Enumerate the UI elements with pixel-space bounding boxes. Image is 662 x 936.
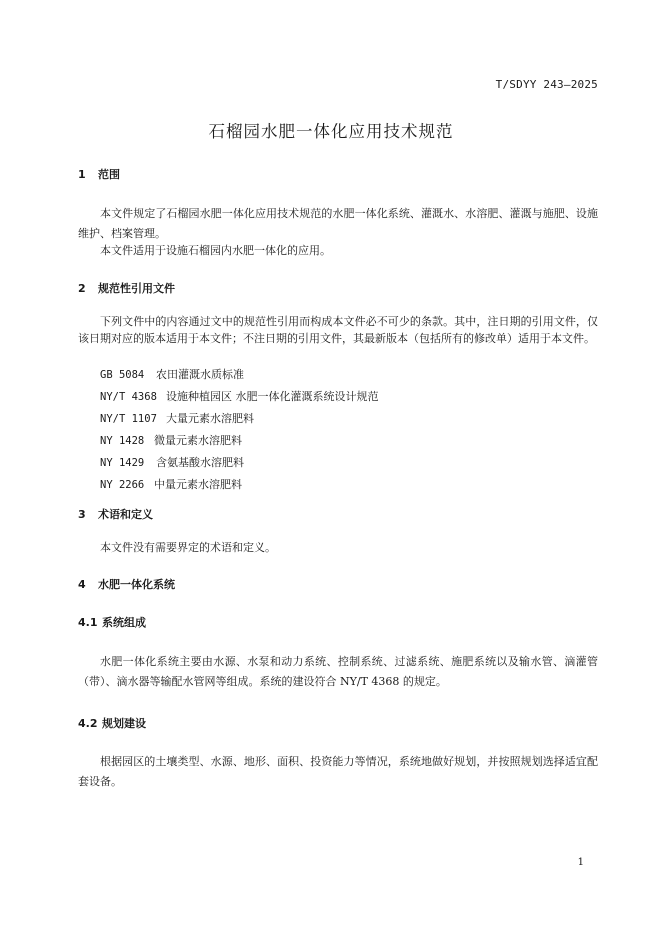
section-number: 4 xyxy=(78,578,86,591)
section-1-heading xyxy=(78,166,120,182)
reference-code: NY 1428 xyxy=(100,435,145,447)
page-number: 1 xyxy=(577,857,584,868)
reference-item xyxy=(100,388,379,404)
document-title: 石榴园水肥一体化应用技术规范 xyxy=(208,122,454,141)
section-4-1-para: 水肥一体化系统主要由水源、水泵和动力系统、控制系统、过滤系统、施肥系统以及输水管、滴灌管（带）、滴水器等输配水管网等组成。系统的建设符合 NY/T 4368 的规定。 xyxy=(78,655,598,688)
reference-code: NY 2266 xyxy=(100,479,145,491)
section-3-heading xyxy=(78,506,153,522)
section-number: 4.1 xyxy=(78,616,98,629)
section-4-2-para: 根据园区的土壤类型、水源、地形、面积、投资能力等情况，系统地做好规划，并按照规划选择适宜配套设备。 xyxy=(78,755,598,788)
section-title: 规划建设 xyxy=(102,717,146,730)
section-3-para: 本文件没有需要界定的术语和定义。 xyxy=(100,541,276,554)
reference-item xyxy=(100,476,242,492)
standard-code: T/SDYY 243—2025 xyxy=(495,78,598,91)
reference-item xyxy=(100,410,254,426)
section-title: 范围 xyxy=(98,168,120,181)
section-4-heading xyxy=(78,576,175,592)
section-1-para-1: 本文件规定了石榴园水肥一体化应用技术规范的水肥一体化系统、灌溉水、水溶肥、灌溉与施肥、设施维护、档案管理。 xyxy=(78,207,598,240)
reference-item xyxy=(100,454,244,470)
reference-code: GB 5084 xyxy=(100,369,145,381)
reference-name: 微量元素水溶肥料 xyxy=(154,434,242,447)
reference-name: 大量元素水溶肥料 xyxy=(166,412,254,425)
section-title: 系统组成 xyxy=(102,616,146,629)
reference-code: NY/T 1107 xyxy=(100,413,157,425)
reference-name: 中量元素水溶肥料 xyxy=(154,478,242,491)
section-number: 4.2 xyxy=(78,717,98,730)
reference-code: NY/T 4368 xyxy=(100,391,157,403)
reference-item xyxy=(100,432,242,448)
section-title: 水肥一体化系统 xyxy=(98,578,175,591)
section-4-1-heading xyxy=(78,614,146,630)
section-title: 术语和定义 xyxy=(98,508,153,521)
reference-item xyxy=(100,366,244,382)
section-2-heading xyxy=(78,280,175,296)
section-1-para-2: 本文件适用于设施石榴园内水肥一体化的应用。 xyxy=(100,244,331,257)
reference-name: 农田灌溉水质标准 xyxy=(156,368,244,381)
section-number: 2 xyxy=(78,282,86,295)
section-number: 1 xyxy=(78,168,86,181)
reference-name: 含氨基酸水溶肥料 xyxy=(156,456,244,469)
section-number: 3 xyxy=(78,508,86,521)
reference-code: NY 1429 xyxy=(100,457,145,469)
section-title: 规范性引用文件 xyxy=(98,282,175,295)
section-2-intro: 下列文件中的内容通过文中的规范性引用而构成本文件必不可少的条款。其中，注日期的引用文件，仅该日期对应的版本适用于本文件；不注日期的引用文件，其最新版本（包括所有的修改单）适用于本文件。 xyxy=(78,315,598,345)
section-4-2-heading xyxy=(78,715,146,731)
reference-name: 设施种植园区 水肥一体化灌溉系统设计规范 xyxy=(166,390,379,403)
